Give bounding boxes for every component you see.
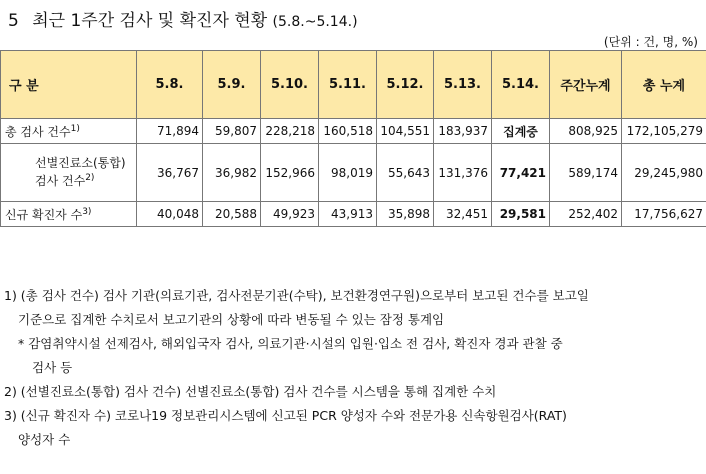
row-label-text: 신규 확진자 수 [5,207,83,222]
header-col: 주간누계 [550,51,622,119]
row-label [1,119,137,144]
table-cell: 228,218 [261,119,319,144]
table-cell: 40,048 [137,202,203,227]
footnote-mark: 3) [82,206,92,217]
unit-note: (단위 : 건, 명, %) [603,35,698,49]
title-text: 최근 1주간 검사 및 확진자 현황 [32,11,268,31]
footnote-line: 기준으로 집계한 수치로서 보고기관의 상황에 따라 변동될 수 있는 잠정 통계임 [18,312,445,327]
table-cell: 36,767 [137,144,203,202]
table-cell: 589,174 [550,144,622,202]
table-cell-highlight: 29,581 [492,202,550,227]
footnote-line: 1) (총 검사 건수) 검사 기관(의료기관, 검사전문기관(수탁), 보건환경연구원)으로부터 보고된 건수를 보고일 [4,288,589,303]
header-col: 5.9. [203,51,261,119]
table-cell: 55,643 [377,144,434,202]
section-number: 5 [8,11,19,31]
table-cell: 808,925 [550,119,622,144]
footnote-line: 3) (신규 확진자 수) 코로나19 정보관리시스템에 신고된 PCR 양성자 수와 전문가용 신속항원검사(RAT) [4,408,567,423]
table-cell: 104,551 [377,119,434,144]
header-col: 5.8. [137,51,203,119]
footnote-mark: 2) [85,173,95,183]
page-title [8,6,358,31]
footnotes [4,284,704,452]
row-label-text: 검사 건수 [35,174,86,188]
table-cell: 59,807 [203,119,261,144]
row-label [1,202,137,227]
header-col: 5.12. [377,51,434,119]
table-cell-highlight: 77,421 [492,144,550,202]
header-col: 5.11. [319,51,377,119]
row-label [1,144,137,202]
table-row-new-cases [1,202,706,227]
footnote-mark: 1) [70,123,80,134]
table-cell: 98,019 [319,144,377,202]
table-cell: 20,588 [203,202,261,227]
table-cell: 131,376 [434,144,492,202]
header-col: 5.14. [492,51,550,119]
table-header-row [1,51,706,119]
row-label-text: 총 검사 건수 [5,124,71,139]
table-cell-highlight: 집계중 [492,119,550,144]
table-cell: 172,105,279 [622,119,706,144]
stats-table [0,50,706,227]
title-date-range: (5.8.~5.14.) [272,14,358,30]
footnote-line: * 감염취약시설 선제검사, 해외입국자 검사, 의료기관·시설의 입원·입소 전 검사, 확진자 경과 관찰 중 [18,336,563,351]
table-cell: 152,966 [261,144,319,202]
footnote-line: 양성자 수 [18,432,71,447]
table-row-total-tests [1,119,706,144]
row-label-text: 선별진료소(통합) [35,156,126,170]
table-row-clinic-tests [1,144,706,202]
table-cell: 43,913 [319,202,377,227]
header-label: 구 분 [1,51,137,119]
table-cell: 35,898 [377,202,434,227]
table-cell: 29,245,980 [622,144,706,202]
table-cell: 71,894 [137,119,203,144]
table-cell: 36,982 [203,144,261,202]
footnote-line: 2) (선별진료소(통합) 검사 건수) 선별진료소(통합) 검사 건수를 시스템을 통해 집계한 수치 [4,384,497,399]
table-cell: 49,923 [261,202,319,227]
table-cell: 183,937 [434,119,492,144]
header-col: 5.13. [434,51,492,119]
table-cell: 160,518 [319,119,377,144]
table-cell: 32,451 [434,202,492,227]
footnote-line: 검사 등 [32,360,73,375]
header-col: 5.10. [261,51,319,119]
header-col: 총 누계 [622,51,706,119]
table-cell: 252,402 [550,202,622,227]
table-cell: 17,756,627 [622,202,706,227]
